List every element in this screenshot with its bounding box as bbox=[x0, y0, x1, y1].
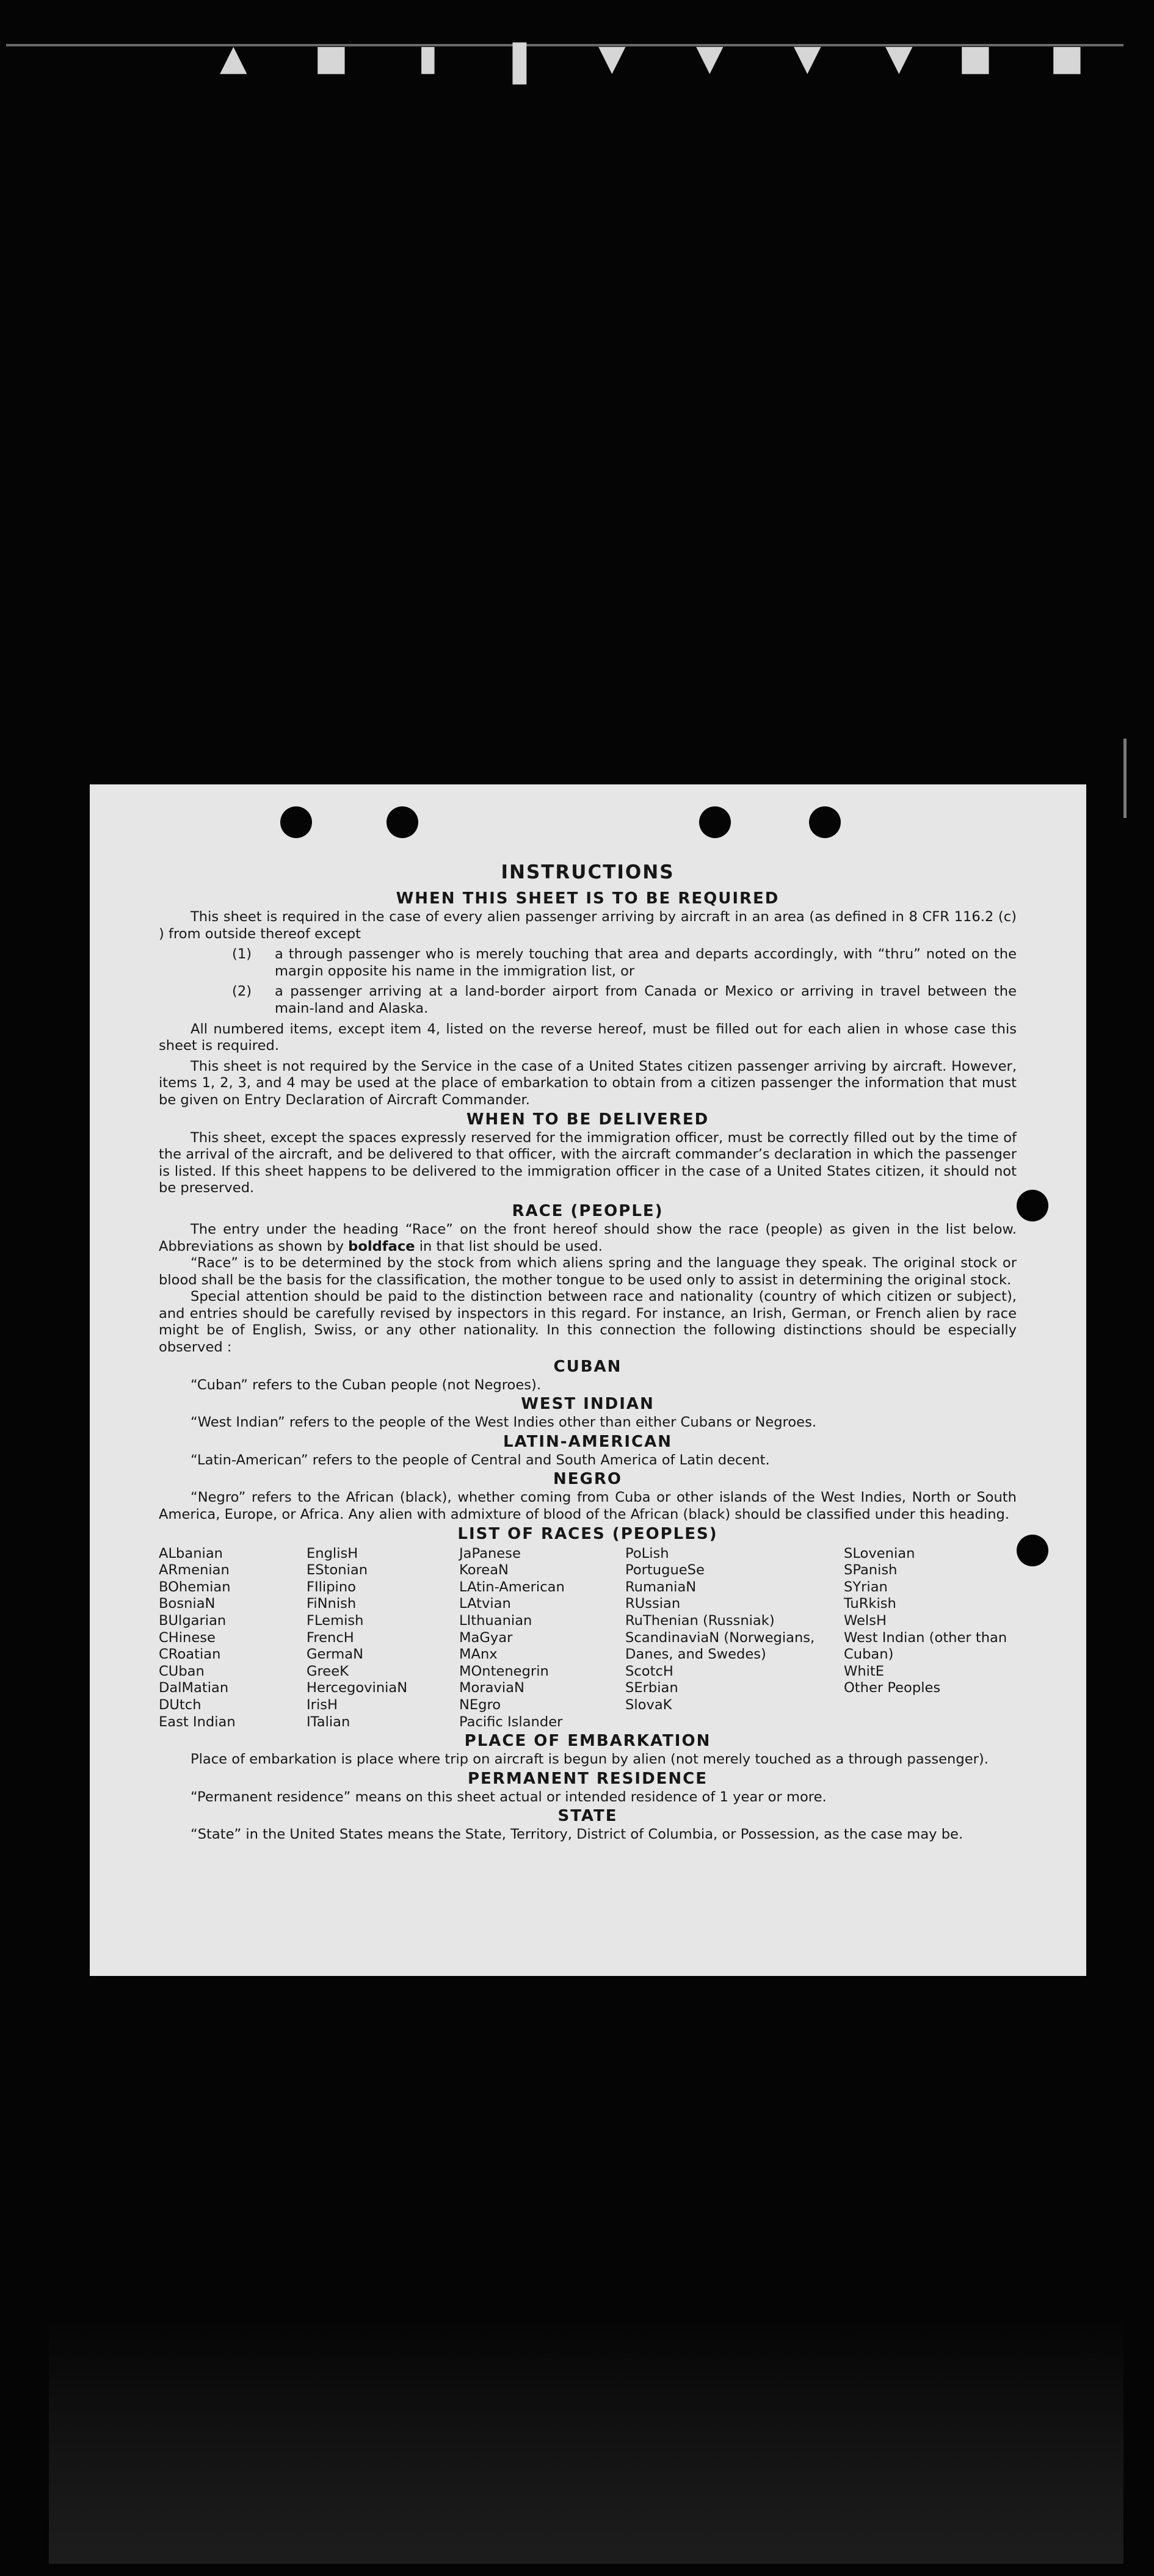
bold-term: boldface bbox=[348, 1238, 415, 1254]
race-entry: LAtin-American bbox=[459, 1579, 565, 1595]
item-text: a through passenger who is merely touching that area and departs accordingly, with “thru” noted on the margin opposite his name in the immigration list, or bbox=[275, 946, 1017, 979]
race-entry: West Indian (other than Cuban) bbox=[844, 1629, 1007, 1663]
race-entry: SPanish bbox=[844, 1562, 898, 1579]
race-entry: LAtvian bbox=[459, 1596, 511, 1612]
section-heading-list-of-races: LIST OF RACES (PEOPLES) bbox=[457, 1524, 718, 1543]
edge-mark: ▲ bbox=[885, 43, 913, 84]
paragraph: This sheet is required in the case of every alien passenger arriving by aircraft in an area (as defined in 8 CFR 116.2 (c) ) from outside thereof except bbox=[159, 909, 1017, 942]
race-entry: NEgro bbox=[459, 1696, 501, 1713]
race-entry: ARmenian bbox=[159, 1562, 230, 1579]
race-entry: MAnx bbox=[459, 1646, 498, 1663]
race-entry: GermaN bbox=[307, 1646, 364, 1663]
race-entry: MoraviaN bbox=[459, 1680, 524, 1696]
film-background bbox=[49, 2320, 1123, 2564]
punch-hole bbox=[1017, 1535, 1048, 1566]
edge-mark: ■ bbox=[959, 43, 992, 84]
film-scratch bbox=[1123, 739, 1127, 818]
paragraph: Special attention should be paid to the distinction between race and nationality (country of which citizen or subject), and entries should be carefully revised by inspectors in this regard. For instance, an Irish, German, or French alien by race might be of English, Swiss, or any other nationality. In this connection the following distinctions should be especially observed : bbox=[159, 1289, 1017, 1356]
section-heading-west-indian: WEST INDIAN bbox=[521, 1395, 655, 1414]
race-entry: SLovenian bbox=[844, 1545, 915, 1561]
race-entry: Other Peoples bbox=[844, 1680, 941, 1696]
item-text: a passenger arriving at a land-border airport from Canada or Mexico or arriving in travel between the main-land and Alaska. bbox=[275, 983, 1017, 1016]
paragraph: All numbered items, except item 4, listed on the reverse hereof, must be filled out for each alien in whose case this sheet is required. bbox=[159, 1021, 1017, 1054]
punch-hole bbox=[809, 806, 841, 838]
race-entry: RUssian bbox=[625, 1596, 681, 1612]
edge-mark: ▲ bbox=[794, 43, 821, 84]
race-entry: ScotcH bbox=[625, 1663, 673, 1679]
races-column bbox=[307, 1546, 459, 1731]
race-entry: SErbian bbox=[625, 1680, 678, 1696]
races-table bbox=[159, 1546, 1017, 1731]
race-entry: BOhemian bbox=[159, 1579, 231, 1595]
race-entry: BosniaN bbox=[159, 1596, 216, 1612]
race-entry: EnglisH bbox=[307, 1545, 358, 1561]
race-entry: CRoatian bbox=[159, 1646, 221, 1663]
race-entry: FLemish bbox=[307, 1613, 364, 1629]
race-entry: WelsH bbox=[844, 1613, 887, 1629]
paragraph: “Race” is to be determined by the stock from which aliens spring and the language they speak. The original stock or blood shall be the basis for the classification, the mother tongue to be used only to assist in determining the original stock. bbox=[159, 1255, 1017, 1288]
race-entry: RuThenian (Russniak) bbox=[625, 1613, 775, 1629]
race-entry: BUlgarian bbox=[159, 1613, 227, 1629]
race-entry: DUtch bbox=[159, 1696, 201, 1713]
section-heading-embarkation: PLACE OF EMBARKATION bbox=[464, 1732, 711, 1751]
punch-hole bbox=[1017, 1190, 1048, 1221]
races-column bbox=[844, 1546, 1017, 1731]
race-entry: FIlipino bbox=[307, 1579, 356, 1595]
instruction-sheet bbox=[90, 784, 1086, 1976]
race-entry: SYrian bbox=[844, 1579, 888, 1595]
paragraph: “State” in the United States means the State, Territory, District of Columbia, or Possession, as the case may be. bbox=[191, 1826, 963, 1843]
race-entry: ITalian bbox=[307, 1713, 350, 1730]
edge-mark: ▌ bbox=[513, 43, 540, 84]
section-heading-when-required: WHEN THIS SHEET IS TO BE REQUIRED bbox=[396, 889, 780, 908]
race-entry: DalMatian bbox=[159, 1680, 229, 1696]
paragraph: “Latin-American” refers to the people of Central and South America of Latin decent. bbox=[191, 1452, 770, 1468]
race-entry: ScandinaviaN (Norwegians, Danes, and Swedes) bbox=[625, 1629, 815, 1663]
race-entry: MOntenegrin bbox=[459, 1663, 549, 1679]
section-heading-cuban: CUBAN bbox=[553, 1357, 622, 1376]
race-entry: PortugueSe bbox=[625, 1562, 705, 1579]
race-entry: IrisH bbox=[307, 1696, 338, 1713]
edge-mark: ▼ bbox=[220, 43, 247, 84]
paragraph: “Permanent residence” means on this sheet actual or intended residence of 1 year or more. bbox=[191, 1789, 827, 1805]
text-run: in that list should be used. bbox=[415, 1238, 603, 1254]
text-run: The entry under the heading “Race” on the front hereof should show the race (people) as given in the list below. Abbreviations as shown by bbox=[159, 1221, 1017, 1254]
race-entry: PoLish bbox=[625, 1545, 669, 1561]
race-entry: GreeK bbox=[307, 1663, 349, 1679]
section-heading-residence: PERMANENT RESIDENCE bbox=[467, 1769, 708, 1788]
section-heading-latin-american: LATIN-AMERICAN bbox=[503, 1432, 673, 1451]
race-entry: RumaniaN bbox=[625, 1579, 697, 1595]
race-entry: ALbanian bbox=[159, 1545, 223, 1561]
race-entry: CHinese bbox=[159, 1629, 216, 1646]
race-entry: Pacific Islander bbox=[459, 1713, 563, 1730]
punch-hole bbox=[280, 806, 312, 838]
race-entry: HercegoviniaN bbox=[307, 1680, 408, 1696]
edge-mark: ▮ bbox=[418, 43, 438, 84]
section-heading-state: STATE bbox=[557, 1807, 618, 1826]
edge-mark: ▲ bbox=[598, 43, 626, 84]
race-entry: TuRkish bbox=[844, 1596, 896, 1612]
section-heading-when-delivered: WHEN TO BE DELIVERED bbox=[466, 1110, 709, 1129]
edge-mark: ▲ bbox=[696, 43, 724, 84]
list-item bbox=[232, 983, 1017, 1017]
instructions-text bbox=[159, 860, 1017, 1843]
punch-hole bbox=[386, 806, 418, 838]
section-heading-negro: NEGRO bbox=[553, 1470, 622, 1489]
paragraph: Place of embarkation is place where trip on aircraft is begun by alien (not merely touched as a through passenger). bbox=[191, 1751, 989, 1768]
races-column bbox=[459, 1546, 625, 1731]
film-edge-markings bbox=[208, 24, 1099, 85]
page-title: INSTRUCTIONS bbox=[501, 861, 675, 883]
paragraph bbox=[159, 1221, 1017, 1255]
paragraph: This sheet, except the spaces expressly reserved for the immigration officer, must be correctly filled out by the time of the arrival of the aircraft, and be delivered to that officer, with the aircraft commander’s declaration in which the passenger is listed. If this sheet happens to be delivered to the immigration officer in the case of a United States citizen, it should not be preserved. bbox=[159, 1129, 1017, 1196]
races-column bbox=[625, 1546, 844, 1731]
item-number: (1) bbox=[232, 946, 252, 963]
paragraph: “Negro” refers to the African (black), whether coming from Cuba or other islands of the West Indies, North or South America, Europe, or Africa. Any alien with admixture of blood of the African (black) should be classified under this heading. bbox=[159, 1489, 1017, 1523]
race-entry: CUban bbox=[159, 1663, 205, 1679]
race-entry: EStonian bbox=[307, 1562, 368, 1579]
section-heading-race: RACE (PEOPLE) bbox=[512, 1201, 664, 1220]
punch-hole bbox=[699, 806, 731, 838]
paragraph: This sheet is not required by the Service in the case of a United States citizen passenger arriving by aircraft. However, items 1, 2, 3, and 4 may be used at the place of embarkation to obtain from a citizen passenger the information that must be given on Entry Declaration of Aircraft Commander. bbox=[159, 1058, 1017, 1108]
race-entry: SlovaK bbox=[625, 1696, 672, 1713]
race-entry: WhitE bbox=[844, 1663, 885, 1679]
race-entry: MaGyar bbox=[459, 1629, 513, 1646]
races-column bbox=[159, 1546, 307, 1731]
race-entry: FiNnish bbox=[307, 1596, 357, 1612]
race-entry: JaPanese bbox=[459, 1545, 521, 1561]
edge-mark: ■ bbox=[1050, 43, 1084, 84]
race-entry: KoreaN bbox=[459, 1562, 509, 1579]
race-entry: LIthuanian bbox=[459, 1613, 532, 1629]
list-item bbox=[232, 946, 1017, 980]
paragraph: “Cuban” refers to the Cuban people (not Negroes). bbox=[191, 1377, 542, 1393]
race-entry: FrencH bbox=[307, 1629, 354, 1646]
paragraph: “West Indian” refers to the people of the West Indies other than either Cubans or Negroes. bbox=[191, 1414, 817, 1431]
race-entry: East Indian bbox=[159, 1713, 236, 1730]
edge-mark: ■ bbox=[314, 43, 348, 84]
item-number: (2) bbox=[232, 983, 252, 1000]
